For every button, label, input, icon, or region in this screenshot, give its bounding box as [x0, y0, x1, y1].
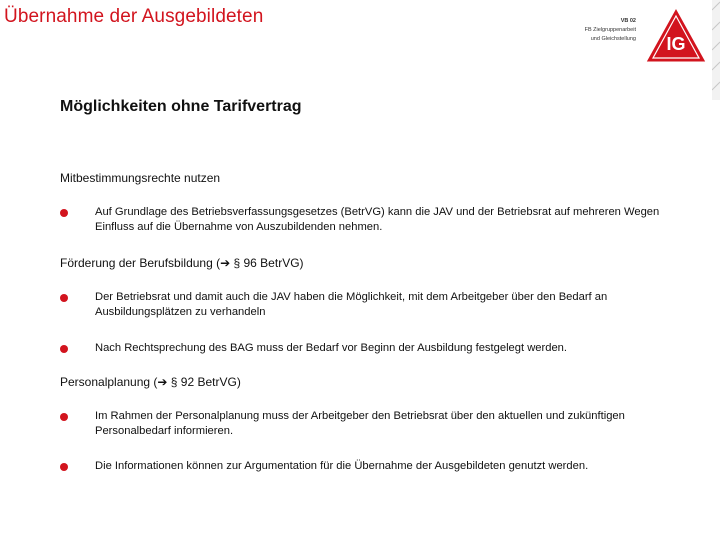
- section-heading-mitbestimmung: Mitbestimmungsrechte nutzen: [60, 171, 221, 185]
- org-unit-label: [585, 17, 636, 44]
- bullet-dot-icon: [60, 413, 68, 421]
- section-heading-personalplanung: [60, 375, 241, 389]
- arrow-icon: ➔: [157, 375, 168, 389]
- bullet-text: Auf Grundlage des Betriebsverfassungsgesetzes (BetrVG) kann die JAV und der Betriebsrat auf mehreren Wegen Einfluss auf die Übernahme von Auszubildenden nehmen.: [95, 206, 660, 233]
- heading-suffix: § 96 BetrVG): [230, 256, 304, 270]
- heading-prefix: Förderung der Berufsbildung (: [60, 256, 221, 270]
- bullet-dot-icon: [60, 209, 68, 217]
- bullet-text: Nach Rechtsprechung des BAG muss der Bedarf vor Beginn der Ausbildung festgelegt werden.: [95, 342, 568, 354]
- bullet-dot-icon: [60, 294, 68, 302]
- slide-subtitle: Möglichkeiten ohne Tarifvertrag: [60, 98, 302, 115]
- edge-stripes: [712, 0, 720, 100]
- org-line-3: und Gleichstellung: [590, 36, 636, 42]
- bullet-text: Die Informationen können zur Argumentation für die Übernahme der Ausgebildeten genutzt werden.: [95, 460, 589, 472]
- org-line-2: FB Zielgruppenarbeit: [584, 27, 636, 33]
- bullet-dot-icon: [60, 345, 68, 353]
- slide-title: Übernahme der Ausgebildeten: [4, 6, 264, 27]
- bullet-text: Im Rahmen der Personalplanung muss der Arbeitgeber den Betriebsrat über den aktuellen und zukünftigen Personalbedarf informieren.: [95, 410, 625, 437]
- logo-text: IG: [666, 34, 686, 54]
- section-heading-berufsbildung: [60, 256, 304, 270]
- bullet-dot-icon: [60, 463, 68, 471]
- arrow-icon: ➔: [220, 256, 231, 270]
- heading-prefix: Personalplanung (: [60, 375, 158, 389]
- bullet-text: Der Betriebsrat und damit auch die JAV haben die Möglichkeit, mit dem Arbeitgeber über den Bedarf an Ausbildungsplätzen zu verhandeln: [95, 291, 608, 318]
- heading-suffix: § 92 BetrVG): [167, 375, 241, 389]
- org-line-1: VB 02: [620, 18, 636, 24]
- ig-metall-logo: [644, 6, 708, 64]
